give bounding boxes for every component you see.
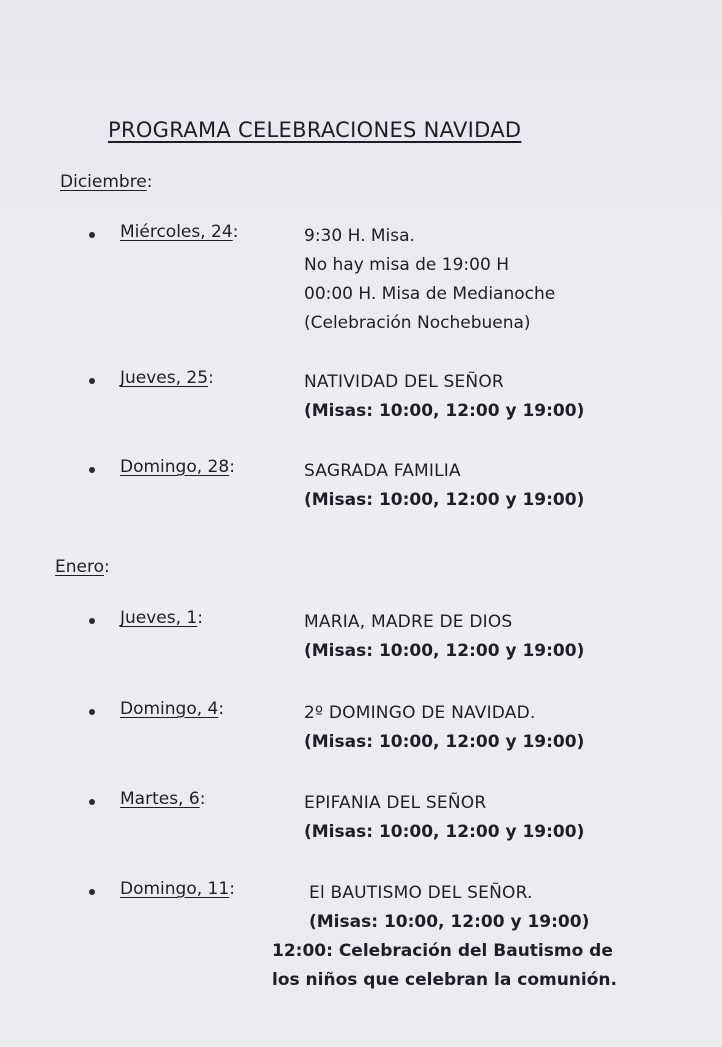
month-heading-diciembre: Diciembre: [60, 172, 153, 192]
item-details [304, 608, 584, 666]
feast-name: SAGRADA FAMILIA [304, 461, 461, 481]
detail-line: No hay misa de 19:00 H [304, 255, 509, 275]
month-heading-enero: Enero: [55, 557, 110, 577]
bullet-icon [89, 378, 95, 384]
note-line: 12:00: Celebración del Bautismo de [272, 941, 613, 961]
page-title: PROGRAMA CELEBRACIONES NAVIDAD [108, 118, 522, 142]
bullet-icon [89, 799, 95, 805]
bullet-icon [89, 709, 95, 715]
item-details [304, 789, 584, 847]
mass-times: (Misas: 10:00, 12:00 y 19:00) [304, 401, 585, 421]
item-date: Miércoles, 24: [120, 222, 239, 242]
feast-name: 2º DOMINGO DE NAVIDAD. [304, 703, 536, 723]
item-details [304, 222, 555, 338]
mass-times: (Misas: 10:00, 12:00 y 19:00) [304, 641, 585, 661]
mass-times: (Misas: 10:00, 12:00 y 19:00) [304, 490, 585, 510]
feast-name: El BAUTISMO DEL SEÑOR. [309, 883, 533, 903]
item-details [309, 879, 589, 937]
item-date: Domingo, 28: [120, 457, 235, 477]
item-details [304, 699, 584, 757]
feast-name: MARIA, MADRE DE DIOS [304, 612, 513, 632]
mass-times: (Misas: 10:00, 12:00 y 19:00) [309, 912, 590, 932]
feast-name: NATIVIDAD DEL SEÑOR [304, 372, 504, 392]
item-date: Jueves, 1: [120, 608, 203, 628]
item-note [272, 937, 617, 995]
mass-times: (Misas: 10:00, 12:00 y 19:00) [304, 732, 585, 752]
item-date: Martes, 6: [120, 789, 206, 809]
item-details [304, 457, 584, 515]
bullet-icon [89, 889, 95, 895]
detail-line: 00:00 H. Misa de Medianoche [304, 284, 556, 304]
month-label: Diciembre [60, 172, 147, 192]
feast-name: EPIFANIA DEL SEÑOR [304, 793, 487, 813]
mass-times: (Misas: 10:00, 12:00 y 19:00) [304, 822, 585, 842]
bullet-icon [89, 467, 95, 473]
month-label: Enero [55, 557, 104, 577]
detail-line: 9:30 H. Misa. [304, 226, 415, 246]
bullet-icon [89, 232, 95, 238]
item-date: Jueves, 25: [120, 368, 214, 388]
note-line: los niños que celebran la comunión. [272, 970, 617, 990]
item-date: Domingo, 11: [120, 879, 235, 899]
item-details [304, 368, 584, 426]
bullet-icon [89, 618, 95, 624]
detail-line: (Celebración Nochebuena) [304, 313, 531, 333]
item-date: Domingo, 4: [120, 699, 225, 719]
